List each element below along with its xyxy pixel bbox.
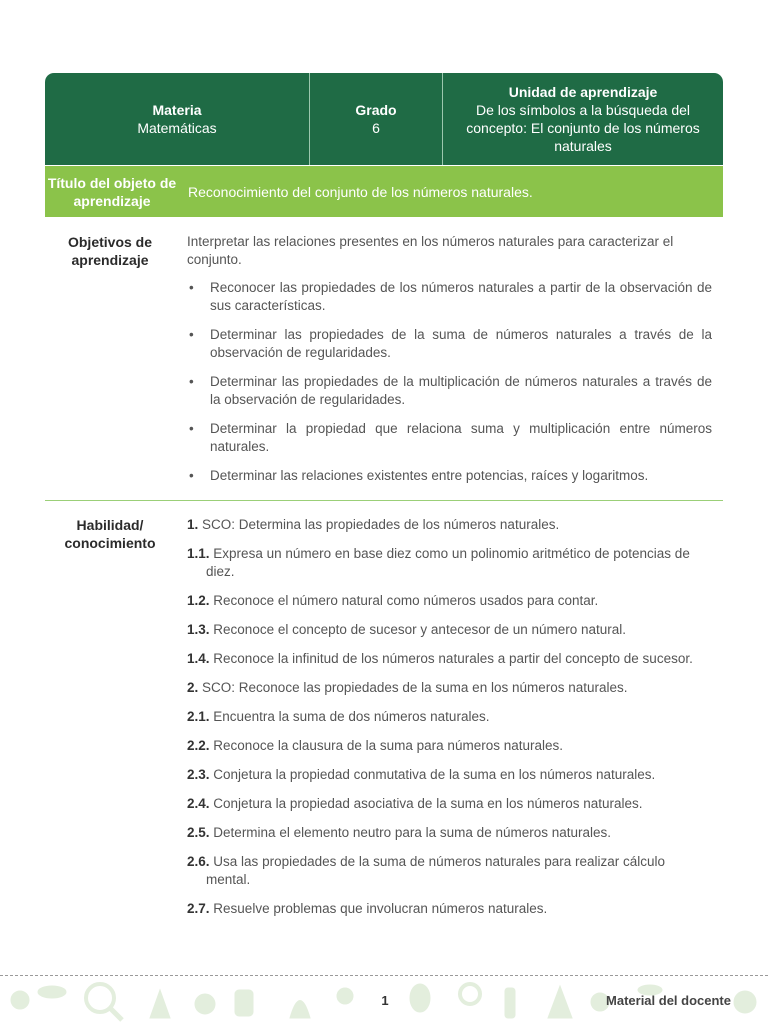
section-divider xyxy=(45,500,723,501)
title-row xyxy=(45,166,723,217)
skill-item xyxy=(187,737,712,755)
skill-number: 2.3. xyxy=(187,767,210,782)
leaf-icon xyxy=(734,991,756,1013)
ring-icon xyxy=(460,984,480,1004)
skill-number: 1. xyxy=(187,517,199,532)
skills-content xyxy=(187,516,712,929)
skill-item xyxy=(187,516,712,534)
unit-value: De los símbolos a la búsqueda del concepto: El conjunto de los números naturales xyxy=(466,102,700,154)
skill-text: Determina el elemento neutro para la suma de números naturales. xyxy=(213,825,612,840)
skill-item xyxy=(187,621,712,639)
skill-item xyxy=(187,795,712,813)
flask-icon xyxy=(235,990,253,1016)
leaf-icon xyxy=(11,991,29,1009)
plant-icon xyxy=(150,990,170,1018)
objective-text: Determinar las propiedades de la multiplicación de números naturales a través de la observación de regularidades. xyxy=(210,374,712,407)
bullet-icon: • xyxy=(189,280,194,295)
skill-number: 2. xyxy=(187,680,199,695)
bullet-icon: • xyxy=(189,421,194,436)
skill-text: Conjetura la propiedad conmutativa de la suma en los números naturales. xyxy=(213,767,656,782)
skill-item xyxy=(187,592,712,610)
skill-item xyxy=(187,900,712,918)
skill-item xyxy=(187,766,712,784)
tube-icon xyxy=(505,988,515,1018)
title-value: Reconocimiento del conjunto de los números naturales. xyxy=(188,183,533,200)
skill-text: Encuentra la suma de dos números naturales. xyxy=(213,709,490,724)
objective-text: Reconocer las propiedades de los números naturales a partir de la observación de sus características. xyxy=(210,280,712,313)
skill-text: SCO: Determina las propiedades de los números naturales. xyxy=(202,517,560,532)
objectives-intro: Interpretar las relaciones presentes en los números naturales para caracterizar el conjunto. xyxy=(187,234,674,267)
objective-text: Determinar la propiedad que relaciona suma y multiplicación entre números naturales. xyxy=(210,421,712,454)
plant-icon xyxy=(548,986,572,1018)
skill-number: 1.4. xyxy=(187,651,210,666)
objectives-content xyxy=(187,233,712,496)
objective-item xyxy=(187,326,712,362)
grade-value: 6 xyxy=(372,120,380,136)
subject-value: Matemáticas xyxy=(137,120,217,136)
objective-item xyxy=(187,467,712,485)
skill-text: Reconoce el número natural como números usados para contar. xyxy=(213,593,599,608)
objective-item xyxy=(187,420,712,456)
skills-list xyxy=(187,516,712,918)
leaf-icon xyxy=(290,1001,310,1019)
objective-item xyxy=(187,279,712,315)
unit-cell xyxy=(443,73,723,165)
skill-text: Conjetura la propiedad asociativa de la suma en los números naturales. xyxy=(213,796,643,811)
title-label: Título del objeto de aprendizaje xyxy=(47,174,177,209)
header-table xyxy=(45,73,723,165)
skill-number: 1.1. xyxy=(187,546,210,561)
leaf-icon xyxy=(195,994,215,1014)
objective-text: Determinar las relaciones existentes entre potencias, raíces y logaritmos. xyxy=(210,468,649,483)
subject-cell xyxy=(45,73,310,165)
objectives-list xyxy=(187,279,712,485)
skill-number: 2.2. xyxy=(187,738,210,753)
skill-text: Resuelve problemas que involucran números naturales. xyxy=(213,901,548,916)
leaf-icon xyxy=(38,986,66,998)
grade-cell xyxy=(310,73,443,165)
skill-number: 2.6. xyxy=(187,854,210,869)
magnifier-icon xyxy=(86,984,114,1012)
leaf-icon xyxy=(337,988,353,1004)
skill-text: Expresa un número en base diez como un polinomio aritmético de potencias de diez. xyxy=(206,546,690,579)
skill-item xyxy=(187,853,712,889)
skill-number: 1.2. xyxy=(187,593,210,608)
unit-label: Unidad de aprendizaje xyxy=(508,84,658,100)
skill-text: Reconoce el concepto de sucesor y antecesor de un número natural. xyxy=(213,622,627,637)
bullet-icon: • xyxy=(189,327,194,342)
skill-item xyxy=(187,679,712,697)
skill-number: 2.5. xyxy=(187,825,210,840)
skill-number: 1.3. xyxy=(187,622,210,637)
skill-text: Reconoce la clausura de la suma para números naturales. xyxy=(213,738,563,753)
bullet-icon: • xyxy=(189,374,194,389)
skill-item xyxy=(187,545,712,581)
skill-number: 2.1. xyxy=(187,709,210,724)
skills-label: Habilidad/ conocimiento xyxy=(64,517,156,551)
page-number: 1 xyxy=(381,993,389,1008)
skill-number: 2.4. xyxy=(187,796,210,811)
objective-item xyxy=(187,373,712,409)
subject-label: Materia xyxy=(152,102,202,118)
footer-label: Material del docente xyxy=(606,993,731,1008)
grade-label: Grado xyxy=(355,102,397,118)
leaf-icon xyxy=(410,984,430,1012)
skill-text: Usa las propiedades de la suma de números naturales para realizar cálculo mental. xyxy=(206,854,666,887)
skill-text: SCO: Reconoce las propiedades de la suma en los números naturales. xyxy=(202,680,628,695)
bullet-icon: • xyxy=(189,468,194,483)
objective-text: Determinar las propiedades de la suma de números naturales a través de la observación de regularidades. xyxy=(210,327,712,360)
skill-item xyxy=(187,650,712,668)
skill-text: Reconoce la infinitud de los números naturales a partir del concepto de sucesor. xyxy=(213,651,693,666)
skill-item xyxy=(187,708,712,726)
footer-dashed-line xyxy=(0,975,768,976)
skill-number: 2.7. xyxy=(187,901,210,916)
skill-item xyxy=(187,824,712,842)
objectives-label: Objetivos de aprendizaje xyxy=(67,234,153,268)
